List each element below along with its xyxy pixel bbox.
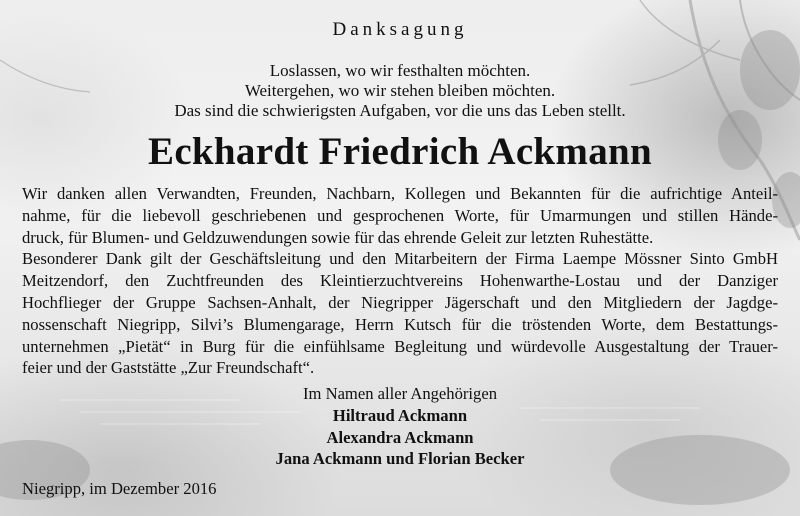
signature-intro: Im Namen aller Angehörigen <box>303 384 497 403</box>
body-line: Besonderer Dank gilt der Geschäftsleitung und den Mitarbeitern der Firma Laempe Mössner Sinto GmbH <box>22 249 778 269</box>
body-line: Meitzendorf, den Zuchtfreunden des Kleintierzuchtvereins Hohenwarthe-Lostau und der Danziger <box>22 271 778 291</box>
body-line: feier und der Gaststätte „Zur Freundschaft“. <box>22 358 315 378</box>
motto-verse <box>0 61 800 121</box>
body-line: druck, für Blumen- und Geldzuwendungen sowie für das ehrende Geleit zur letzten Ruhestätte. <box>22 227 654 247</box>
motto-line: Das sind die schwierigsten Aufgaben, vor die uns das Leben stellt. <box>174 101 626 120</box>
body-line: nahme, für die liebevoll geschriebenen und gesprochenen Worte, für Umarmungen und stillen Hände- <box>22 205 778 225</box>
body-line: Hochflieger der Gruppe Sachsen-Anhalt, der Niegripper Jägerschaft und den Mitgliedern der Jagdge- <box>22 292 778 312</box>
body-line: Wir danken allen Verwandten, Freunden, Nachbarn, Kollegen und Bekannten für die aufrichtige Anteil- <box>22 184 778 203</box>
signatory-name: Alexandra Ackmann <box>326 427 474 447</box>
deceased-name: Eckhardt Friedrich Ackmann <box>148 130 652 173</box>
signature-block <box>0 383 800 470</box>
motto-line: Loslassen, wo wir festhalten möchten. <box>269 61 531 80</box>
body-line: unternehmen „Pietät“ in Burg für die einfühlsame Begleitung und würdevolle Ausgestaltung der Trauer- <box>22 336 778 356</box>
place-and-date: Niegripp, im Dezember 2016 <box>22 479 217 498</box>
motto-line: Weitergehen, wo wir stehen bleiben möchten. <box>244 81 556 100</box>
signatory-name: Hiltraud Ackmann <box>332 405 468 425</box>
thank-you-text <box>22 183 778 379</box>
body-line: nossenschaft Niegripp, Silvi’s Blumengarage, Herrn Kutsch für die tröstenden Worte, dem Bestattungs- <box>22 314 778 334</box>
notice-heading: Danksagung <box>332 19 468 40</box>
signatory-name: Jana Ackmann und Florian Becker <box>275 449 525 469</box>
